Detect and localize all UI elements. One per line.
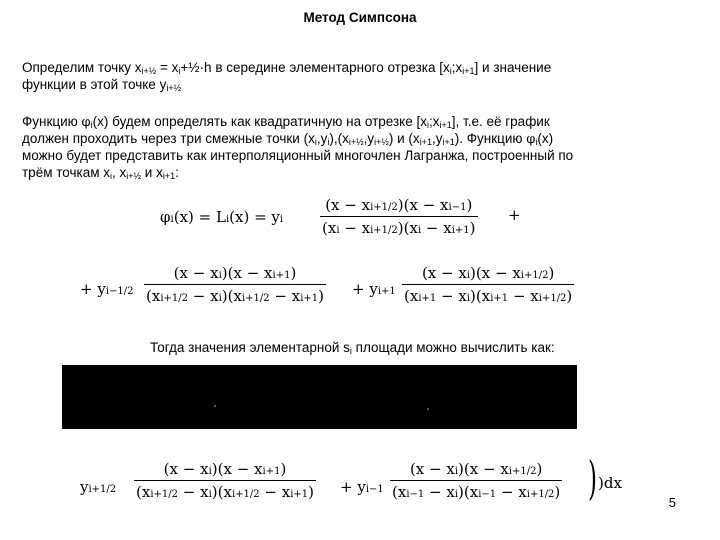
slide-title: Метод Симпсона <box>303 10 417 25</box>
paragraph-function-line4: трём точкам $x_i$, $x_{i+\frac{1}{2}}$ и $x_{i+1}$: <box>22 165 179 181</box>
formula3-term1: yi+1/2 <box>80 478 117 496</box>
formula1-plus: + <box>508 206 521 224</box>
formula2-fraction1: $\frac{(x - xi)(x - xi+1)}{(xi+1/2 - xi)(xi+1/2 - xi+1)}$ <box>146 264 324 305</box>
formula3-fraction1: $\frac{(x - xi)(x - xi+1)}{(xi+1/2 - xi)(xi+1/2 - xi+1)}$ <box>136 460 314 501</box>
then-area-text: Тогда значения элементарной $s_i$ площади можно вычислить как: <box>150 340 555 356</box>
formula1-fraction: $\frac{(x - xi+1/2)(x - xi-1)}{(xi - xi+1/2)(xi - xi+1)}$ <box>322 196 476 237</box>
paragraph-function-line3: можно будет представить как интерполяционный многочлен Лагранжа, построенный по <box>22 148 574 163</box>
formula3-fraction2: $\frac{(x - xi)(x - xi+1/2)}{(xi-1 - xi)(xi-1 - xi+1/2)}$ <box>392 460 561 501</box>
formula1-lhs: φi(x) = Li(x) = yi <box>160 208 284 226</box>
paragraph-definition-line2: функции в этой точке $y_{i+\frac{1}{2}}$ <box>22 77 182 93</box>
paragraph-function-line2: должен проходить через три смежные точки $(x_i,y_i),(x_{i+\frac{1}{2}},y_{i+\frac{1}{2}})$ и $(x_{i+1},y_{i+1})$. Функцию $\varphi_i(x)$ <box>22 131 554 147</box>
paragraph-definition-line1: Определим точку $x_{i+\frac{1}{2}}$ = $x_i+\frac{1}{2}\cdot h$ в середине элементарного отрезка $[x_i;x_{i+1}]$ и значение <box>22 60 552 76</box>
formula2-term1: + yi−1/2 <box>80 280 134 298</box>
page-number: 5 <box>668 495 676 510</box>
formula3-dx: )dx <box>598 474 622 492</box>
formula3-term2: + yi−1 <box>340 478 384 496</box>
formula2-fraction2: $\frac{(x - xi)(x - xi+1/2)}{(xi+1 - xi)(xi+1 - xi+1/2)}$ <box>404 264 573 305</box>
formula3-close-paren: ) <box>588 451 597 505</box>
formula-image-placeholder <box>62 365 577 429</box>
formula2-term2: + yi+1 <box>352 280 396 298</box>
paragraph-function-line1: Функцию $\varphi_i(x)$ будем определять как квадратичную на отрезке $[x_i;x_{i+1}]$, т.е. её график <box>22 114 550 130</box>
